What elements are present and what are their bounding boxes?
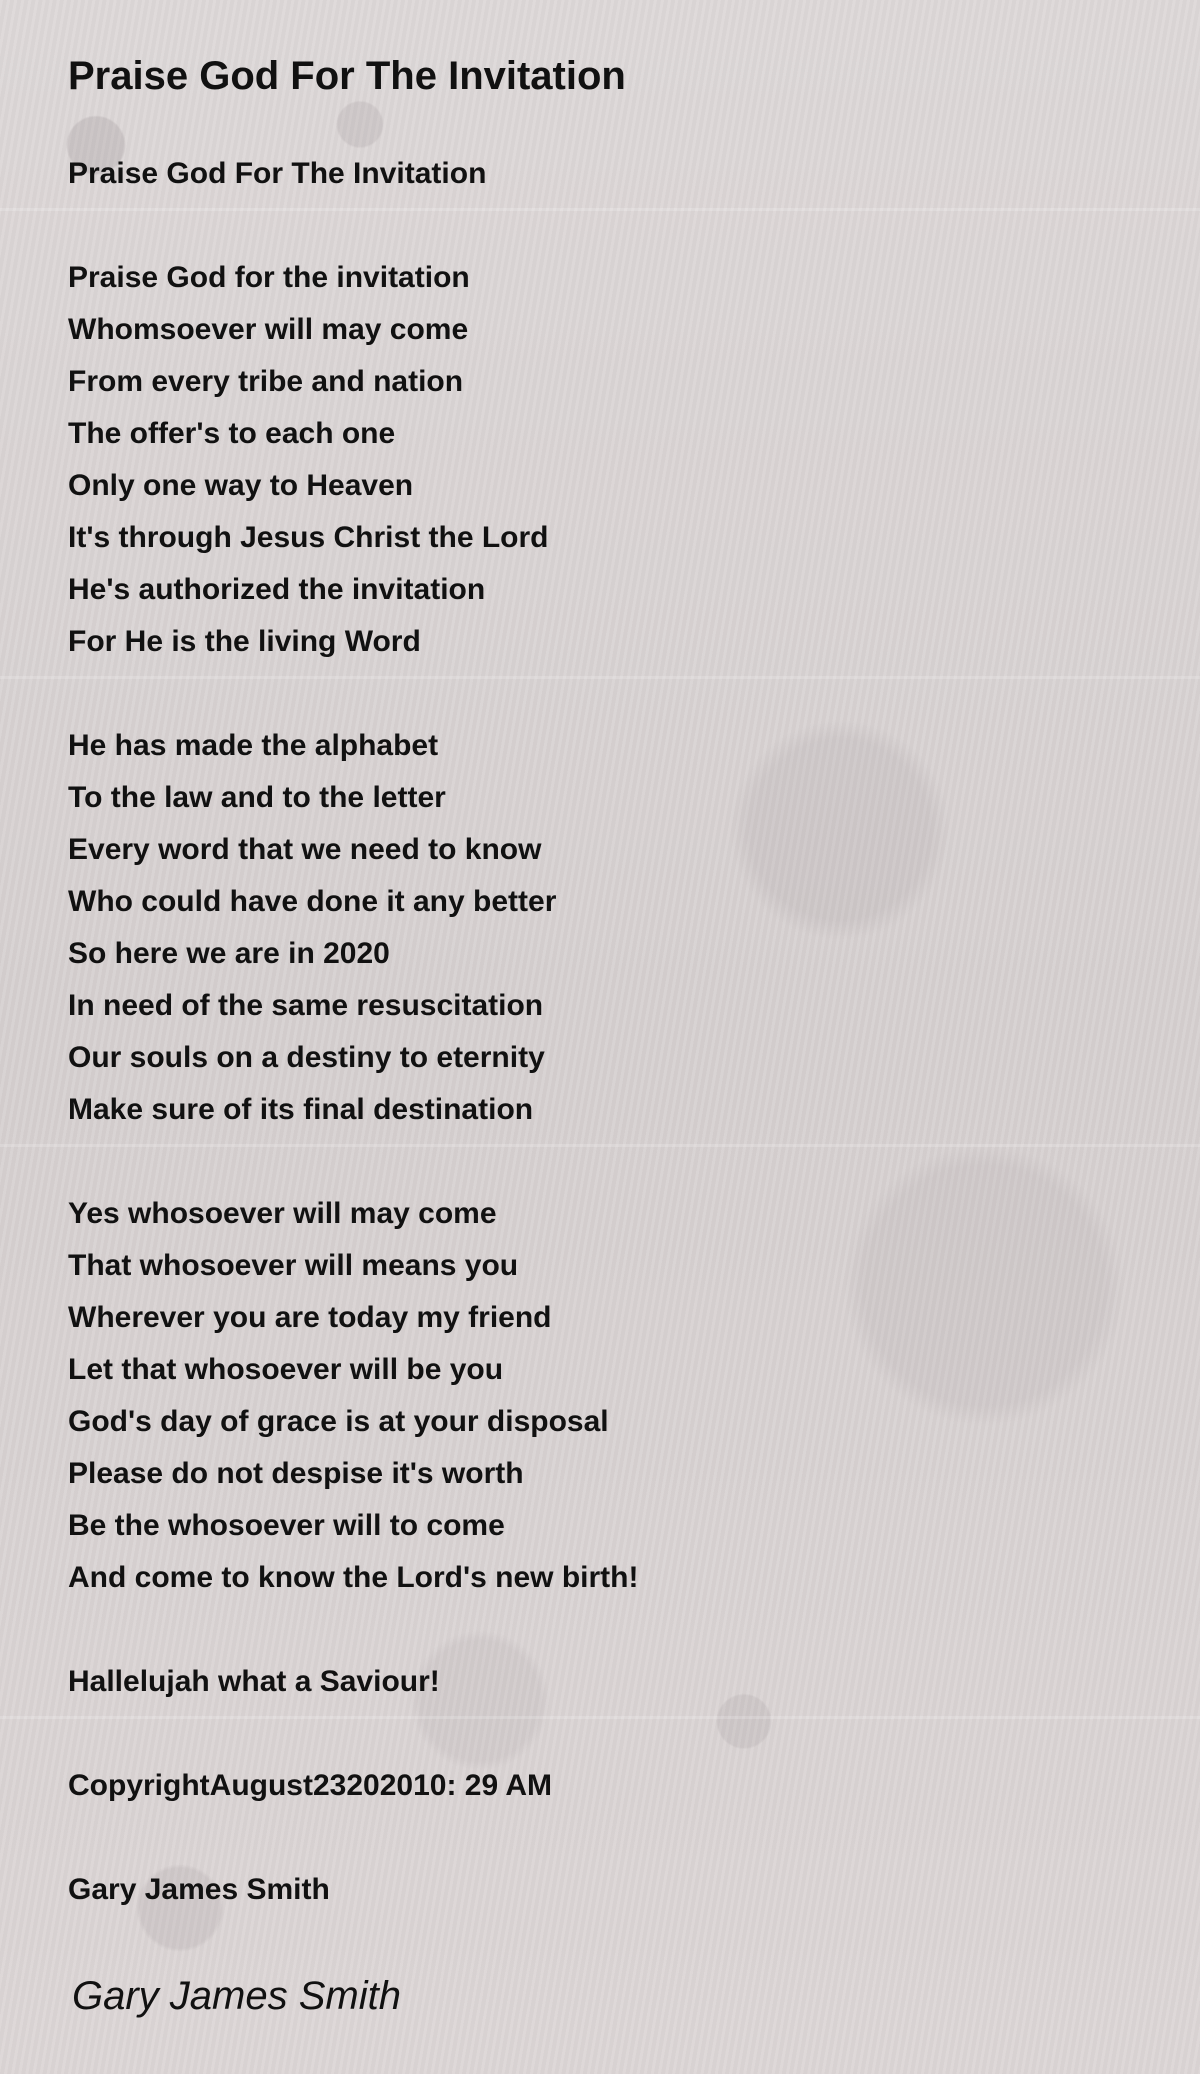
stanza-gap [68,200,638,252]
poem-line: Our souls on a destiny to eternity [68,1041,545,1074]
poem-line: To the law and to the letter [68,781,446,814]
poem-line: That whosoever will means you [68,1249,519,1282]
page-title: Praise God For The Invitation [68,54,626,98]
poem-line: Who could have done it any better [68,885,557,918]
stanza-2 [68,720,638,1136]
poem-line: He has made the alphabet [68,729,439,762]
stanza-gap [68,668,638,720]
poem-line: Wherever you are today my friend [68,1301,552,1334]
poem-line: For He is the living Word [68,625,421,658]
poem-heading: Praise God For The Invitation [68,157,487,190]
poem-line: Every word that we need to know [68,833,542,866]
stanza-3 [68,1188,638,1604]
poem-line: The offer's to each one [68,417,396,450]
poem-line: He's authorized the invitation [68,573,486,606]
stanza-gap [68,1812,638,1864]
poem-line: It's through Jesus Christ the Lord [68,521,549,554]
poem-line: Yes whosoever will may come [68,1197,497,1230]
stanza-1 [68,252,638,668]
poem-line: Be the whosoever will to come [68,1509,505,1542]
stanza-gap [68,1708,638,1760]
poem-line: Only one way to Heaven [68,469,414,502]
poem-body [68,148,638,1916]
poem-line: Whomsoever will may come [68,313,469,346]
poem-line: Make sure of its final destination [68,1093,534,1126]
poem-line: Praise God for the invitation [68,261,470,294]
poem-line: God's day of grace is at your disposal [68,1405,609,1438]
poem-line: Let that whosoever will be you [68,1353,504,1386]
author-line: Gary James Smith [68,1873,330,1906]
stanza-gap [68,1136,638,1188]
copyright-line: CopyrightAugust23202010: 29 AM [68,1769,553,1802]
poem-line: And come to know the Lord's new birth! [68,1561,639,1594]
poem-line: In need of the same resuscitation [68,989,544,1022]
poem-line: Please do not despise it's worth [68,1457,524,1490]
poem-line: From every tribe and nation [68,365,464,398]
poem-line: So here we are in 2020 [68,937,390,970]
poem-closing: Hallelujah what a Saviour! [68,1665,440,1698]
author-signature: Gary James Smith [72,1974,401,2018]
stanza-gap [68,1604,638,1656]
